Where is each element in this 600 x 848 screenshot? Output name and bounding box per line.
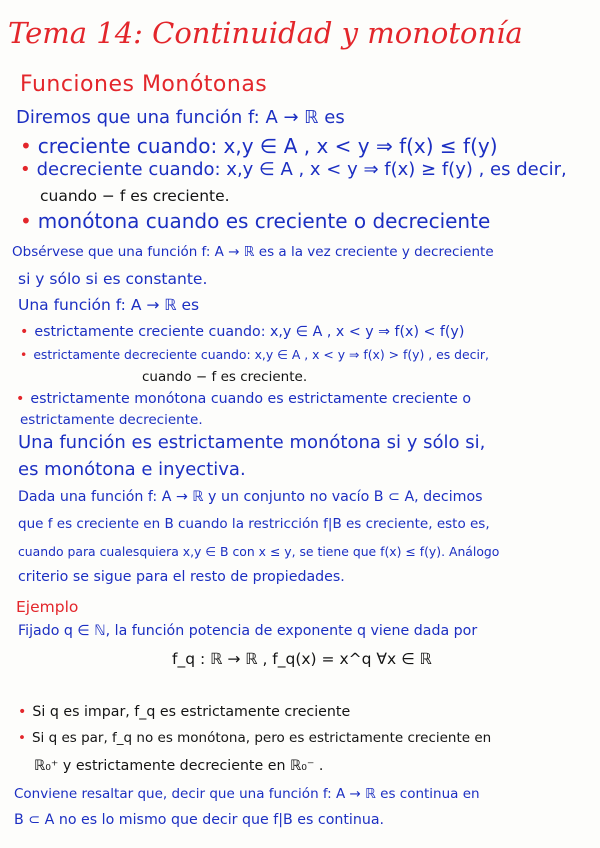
text-line-18: cuando para cualesquiera x,y ∈ B con x ≤ y, se tiene que f(x) ≤ f(y). Análogo [18, 544, 500, 559]
text-line-11: cuando − f es creciente. [142, 369, 308, 385]
text-line-17: que f es creciente en B cuando la restricción f|B es creciente, esto es, [18, 516, 490, 532]
list-item-impar [18, 705, 350, 719]
bullet: • [20, 347, 28, 362]
example-line-1: Fijado q ∈ ℕ, la función potencia de exponente q viene dada por [18, 623, 478, 639]
list-item-creciente [20, 136, 498, 156]
text-line-6: Obsérvese que una función f: A → ℝ es a la vez creciente y decreciente [12, 244, 494, 260]
example-label: Ejemplo [16, 598, 79, 616]
list-item-par [18, 732, 491, 746]
bullet: • [20, 159, 31, 180]
text-line-1: Diremos que una función f: A → ℝ es [16, 107, 345, 128]
bullet: • [20, 324, 29, 340]
text-line-7: si y sólo si es constante. [18, 270, 208, 288]
text-line-13: estrictamente decreciente. [20, 412, 203, 428]
example-line-5: Conviene resaltar que, decir que una función f: A → ℝ es continua en [14, 786, 480, 802]
bullet: • [20, 209, 32, 233]
list-item-estr-decreciente [20, 349, 489, 361]
list-item-label: estrictamente monótona cuando es estrictamente creciente o [30, 391, 471, 407]
text-line-14: Una función es estrictamente monótona si y sólo si, [18, 432, 486, 453]
list-item-label: monótona cuando es creciente o decreciente [37, 209, 491, 233]
list-item-estr-monotona [16, 392, 471, 406]
example-formula: f_q : ℝ → ℝ , f_q(x) = x^q ∀x ∈ ℝ [172, 650, 432, 668]
list-item-decreciente [20, 161, 567, 179]
bullet: • [16, 391, 25, 407]
list-item-label: estrictamente creciente cuando: x,y ∈ A , x < y ⇒ f(x) < f(y) [34, 324, 465, 340]
section-title: Funciones Monótonas [20, 72, 268, 97]
list-item-label: Si q es impar, f_q es estrictamente creciente [32, 704, 351, 720]
list-item-monotona [20, 211, 490, 231]
list-item-label: estrictamente decreciente cuando: x,y ∈ A , x < y ⇒ f(x) > f(y) , es decir, [33, 347, 489, 362]
text-line-15: es monótona e inyectiva. [18, 459, 246, 480]
text-line-16: Dada una función f: A → ℝ y un conjunto no vacío B ⊂ A, decimos [18, 489, 483, 505]
list-item-label: decreciente cuando: x,y ∈ A , x < y ⇒ f(x) ≥ f(y) , es decir, [36, 159, 567, 180]
text-line-19: criterio se sigue para el resto de propiedades. [18, 569, 345, 585]
bullet: • [20, 134, 32, 158]
bullet: • [18, 730, 26, 746]
text-line-4: cuando − f es creciente. [40, 187, 230, 205]
bullet: • [18, 704, 27, 720]
text-line-8: Una función f: A → ℝ es [18, 296, 200, 314]
page-title: Tema 14: Continuidad y monotonía [8, 16, 523, 50]
list-item-label: creciente cuando: x,y ∈ A , x < y ⇒ f(x) ≤ f(y) [37, 134, 498, 158]
list-item-estr-creciente [20, 325, 464, 339]
list-item-label: Si q es par, f_q no es monótona, pero es estrictamente creciente en [31, 730, 492, 746]
example-line-6: B ⊂ A no es lo mismo que decir que f|B es continua. [14, 812, 385, 828]
example-line-4: ℝ₀⁺ y estrictamente decreciente en ℝ₀⁻ . [34, 758, 324, 774]
